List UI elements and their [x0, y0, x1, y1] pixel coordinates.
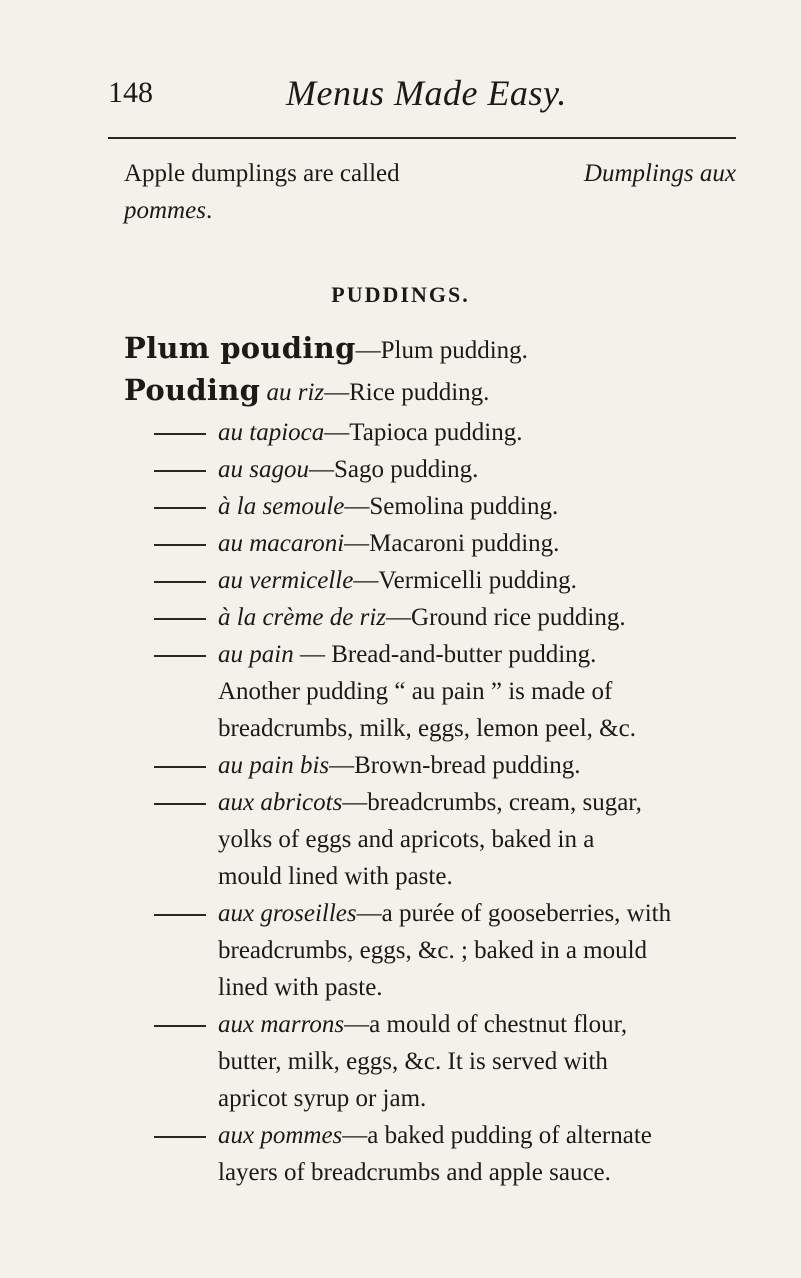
- page-number: 148: [108, 76, 153, 109]
- sub-entry: [124, 488, 740, 525]
- header-rule: [108, 137, 736, 139]
- entry-term: aux groseilles: [218, 900, 357, 927]
- entry-term: au macaroni: [218, 530, 345, 557]
- lead-entry: [124, 372, 740, 411]
- entry-term: au pain: [218, 641, 294, 668]
- entry-term: au tapioca: [218, 419, 325, 446]
- sub-entry: [124, 895, 740, 1006]
- ditto-dash: [154, 1136, 206, 1138]
- sub-entry: [124, 784, 740, 895]
- entry-definition: — Bread-and-butter pudding.: [293, 641, 597, 668]
- entry-definition: —a purée of gooseberries, with: [356, 900, 672, 927]
- intro-text-before: Apple dumplings are called: [124, 160, 400, 187]
- running-title: Menus Made Easy.: [286, 73, 567, 113]
- entry-term: Pouding: [124, 373, 261, 407]
- ditto-dash: [154, 655, 206, 657]
- page-header: [108, 72, 738, 132]
- ditto-dash: [154, 914, 206, 916]
- intro-italic-1: Dumplings aux: [583, 160, 736, 187]
- ditto-dash: [154, 581, 206, 583]
- ditto-dash: [154, 470, 206, 472]
- entry-definition: —Macaroni pudding.: [344, 530, 560, 557]
- section-heading: PUDDINGS.: [331, 282, 470, 307]
- entry-term-italic: au riz: [266, 379, 325, 406]
- sub-entry: [124, 599, 740, 636]
- ditto-dash: [154, 618, 206, 620]
- sub-entry: [124, 525, 740, 562]
- sub-entry: [124, 636, 740, 747]
- ditto-dash: [154, 433, 206, 435]
- ditto-dash: [154, 766, 206, 768]
- ditto-dash: [154, 803, 206, 805]
- sub-entry: [124, 451, 740, 488]
- entry-term: aux pommes: [218, 1122, 343, 1149]
- entry-term: au vermicelle: [218, 567, 354, 594]
- entry-definition-continued: layers of breadcrumbs and apple sauce.: [218, 1159, 611, 1186]
- entry-definition-continued: breadcrumbs, milk, eggs, lemon peel, &c.: [218, 715, 636, 742]
- ditto-dash: [154, 1025, 206, 1027]
- sub-entry: [124, 1006, 740, 1117]
- entry-term: Plum pouding: [124, 331, 356, 365]
- entry-term: au pain bis: [218, 752, 330, 779]
- ditto-dash: [154, 507, 206, 509]
- entry-definition-continued: Another pudding “ au pain ” is made of: [218, 678, 613, 705]
- pudding-list: [124, 330, 740, 1191]
- intro-line: [124, 192, 736, 229]
- entry-definition: —breadcrumbs, cream, sugar,: [342, 789, 642, 816]
- ditto-dash: [154, 544, 206, 546]
- entry-definition: —Brown-bread pudding.: [329, 752, 581, 779]
- intro-italic-2: pommes: [124, 197, 206, 224]
- intro-paragraph: [124, 155, 736, 229]
- entry-term: aux abricots: [218, 789, 343, 816]
- entry-term: à la semoule: [218, 493, 345, 520]
- sub-entry: [124, 562, 740, 599]
- entry-term: aux marrons: [218, 1011, 345, 1038]
- sub-entry: [124, 1117, 740, 1191]
- entry-definition: —Tapioca pudding.: [324, 419, 523, 446]
- entry-definition: —Sago pudding.: [308, 456, 479, 483]
- entry-term: à la crème de riz: [218, 604, 387, 631]
- entry-definition: —Plum pudding.: [355, 337, 528, 364]
- entry-definition-continued: mould lined with paste.: [218, 863, 453, 890]
- entry-definition-continued: butter, milk, eggs, &c. It is served with: [218, 1048, 608, 1075]
- entry-definition: —Rice pudding.: [324, 379, 490, 406]
- entry-definition: —Semolina pudding.: [344, 493, 559, 520]
- intro-line: [124, 155, 736, 192]
- entry-definition: —Vermicelli pudding.: [353, 567, 577, 594]
- entry-definition-continued: yolks of eggs and apricots, baked in a: [218, 826, 595, 853]
- entry-definition-continued: apricot syrup or jam.: [218, 1085, 427, 1112]
- sub-entry-list: [124, 414, 740, 1191]
- entry-definition-continued: breadcrumbs, eggs, &c. ; baked in a mould: [218, 937, 648, 964]
- entry-definition-continued: lined with paste.: [218, 974, 383, 1001]
- intro-text-after: .: [205, 197, 213, 224]
- lead-entry: [124, 330, 740, 369]
- entry-definition: —a mould of chestnut flour,: [344, 1011, 628, 1038]
- entry-definition: —Ground rice pudding.: [386, 604, 626, 631]
- entry-term: au sagou: [218, 456, 309, 483]
- sub-entry: [124, 747, 740, 784]
- intro-text: [124, 155, 400, 192]
- sub-entry: [124, 414, 740, 451]
- entry-definition: —a baked pudding of alternate: [342, 1122, 652, 1149]
